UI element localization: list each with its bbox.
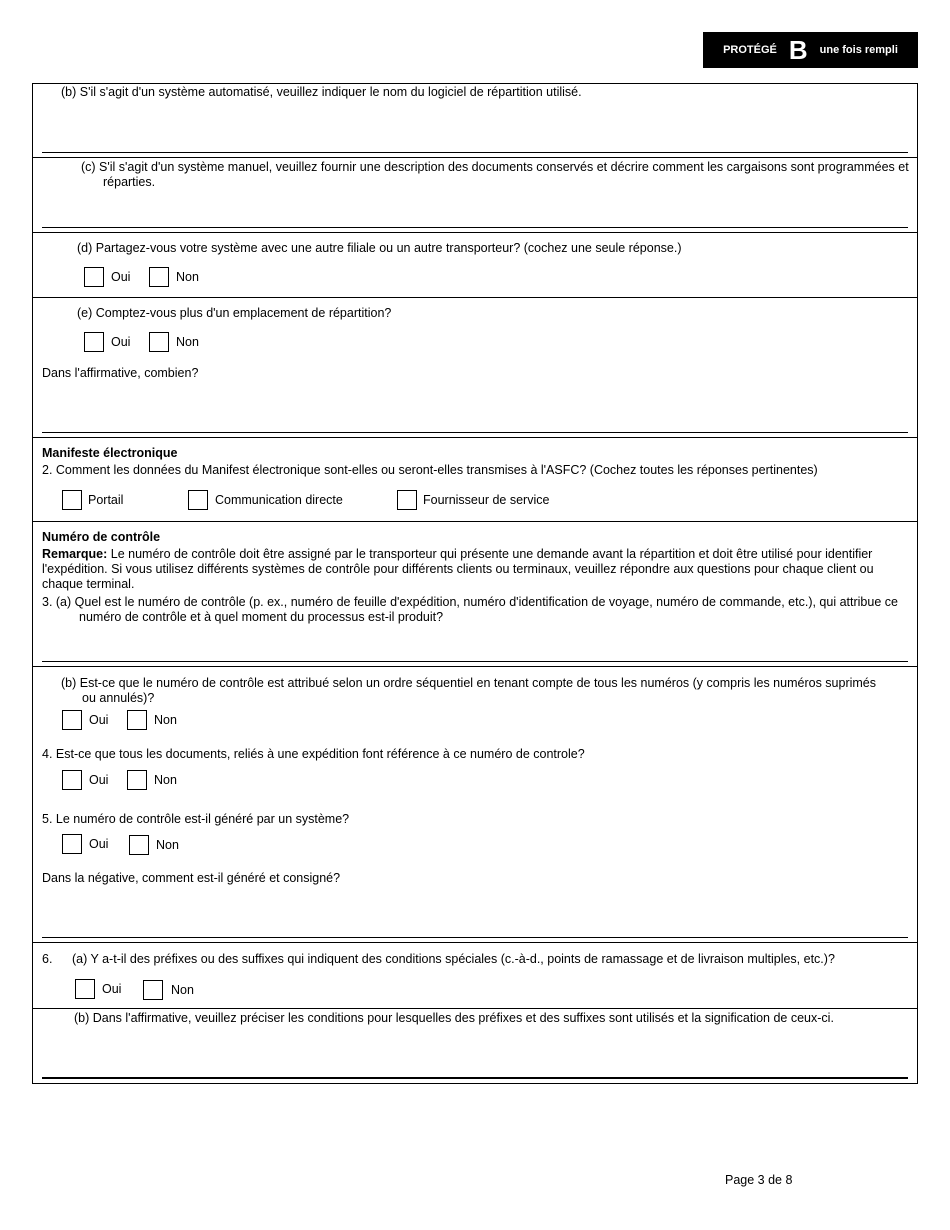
label-1d-oui: Oui (111, 270, 131, 284)
question-1b: (b) S'il s'agit d'un système automatisé, veuillez indiquer le nom du logiciel de répartition utilisé. (61, 85, 582, 99)
control-remark-line1 (42, 547, 872, 562)
label-4-non: Non (154, 773, 177, 787)
remark-label: Remarque: (42, 547, 108, 561)
question-3a-line2: numéro de contrôle et à quel moment du processus est-il produit? (79, 610, 444, 624)
question-3b-line1: (b) Est-ce que le numéro de contrôle est attribué selon un ordre séquentiel en tenant compte de tous les numéros (y compris les numéros suprimés (61, 676, 876, 690)
label-5-oui: Oui (89, 837, 109, 851)
control-heading: Numéro de contrôle (42, 530, 161, 544)
question-6b: (b) Dans l'affirmative, veuillez préciser les conditions pour lesquelles des préfixes et des suffixes sont utilisés et la signification de ceux-ci. (74, 1011, 834, 1025)
protected-label: PROTÉGÉ (723, 43, 777, 56)
section-divider (32, 297, 918, 298)
section-divider (32, 521, 918, 522)
answer-line-1e[interactable] (42, 432, 908, 433)
protected-suffix: une fois rempli (819, 43, 898, 56)
question-6a: (a) Y a-t-il des préfixes ou des suffixes qui indiquent des conditions spéciales (c.-à-d., points de ramassage et de livraison multiples, etc.)? (72, 952, 835, 966)
answer-line-3a[interactable] (42, 661, 908, 662)
answer-line-5[interactable] (42, 937, 908, 938)
answer-line-1b[interactable] (42, 152, 908, 153)
control-remark-line3: chaque terminal. (42, 577, 135, 591)
label-6a-non: Non (171, 983, 194, 997)
label-6a-oui: Oui (102, 982, 122, 996)
manifest-heading: Manifeste électronique (42, 446, 178, 460)
question-1e: (e) Comptez-vous plus d'un emplacement de répartition? (77, 306, 392, 320)
checkbox-6a-oui[interactable] (75, 979, 95, 999)
label-communication-directe: Communication directe (215, 493, 343, 507)
label-3b-non: Non (154, 713, 177, 727)
label-fournisseur-service: Fournisseur de service (423, 493, 550, 507)
checkbox-4-non[interactable] (127, 770, 147, 790)
question-1d: (d) Partagez-vous votre système avec une autre filiale ou un autre transporteur? (cochez une seule réponse.) (77, 241, 682, 255)
section-divider (32, 437, 918, 438)
question-5-followup: Dans la négative, comment est-il généré et consigné? (42, 871, 341, 885)
label-1e-non: Non (176, 335, 199, 349)
checkbox-5-non[interactable] (129, 835, 149, 855)
label-1e-oui: Oui (111, 335, 131, 349)
label-1d-non: Non (176, 270, 199, 284)
page-number: Page 3 de 8 (725, 1173, 793, 1187)
question-5: 5. Le numéro de contrôle est-il généré par un système? (42, 812, 350, 826)
section-divider (32, 157, 918, 158)
question-1c-line1: (c) S'il s'agit d'un système manuel, veuillez fournir une description des documents conservés et décrire comment les cargaisons sont programmées et (81, 160, 909, 174)
section-divider (32, 1008, 918, 1009)
checkbox-portail[interactable] (62, 490, 82, 510)
protected-letter: B (788, 35, 808, 65)
checkbox-5-oui[interactable] (62, 834, 82, 854)
checkbox-4-oui[interactable] (62, 770, 82, 790)
question-3b-line2: ou annulés)? (82, 691, 155, 705)
question-3a-line1: 3. (a) Quel est le numéro de contrôle (p. ex., numéro de feuille d'expédition, numéro d'identification de voyage, numéro de commande, etc.), qui attribue ce (42, 595, 898, 609)
checkbox-fournisseur-service[interactable] (397, 490, 417, 510)
section-divider (32, 942, 918, 943)
remark-text: Le numéro de contrôle doit être assigné par le transporteur qui présente une demande avant la répartition et doit être utilisé pour identifier (107, 547, 873, 561)
label-3b-oui: Oui (89, 713, 109, 727)
checkbox-3b-oui[interactable] (62, 710, 82, 730)
protected-b-badge (703, 32, 918, 68)
checkbox-1e-non[interactable] (149, 332, 169, 352)
label-5-non: Non (156, 838, 179, 852)
question-1c-line2: réparties. (103, 175, 156, 189)
question-1e-followup: Dans l'affirmative, combien? (42, 366, 199, 380)
answer-line-1c[interactable] (42, 227, 908, 228)
checkbox-3b-non[interactable] (127, 710, 147, 730)
question-2: 2. Comment les données du Manifest électronique sont-elles ou seront-elles transmises à l'ASFC? (Cochez toutes les réponses pertinentes) (42, 463, 818, 477)
label-portail: Portail (88, 493, 124, 507)
answer-line-6b[interactable] (42, 1077, 908, 1079)
question-6-number: 6. (42, 952, 53, 966)
section-divider (32, 232, 918, 233)
checkbox-1e-oui[interactable] (84, 332, 104, 352)
question-4: 4. Est-ce que tous les documents, reliés à une expédition font référence à ce numéro de controle? (42, 747, 585, 761)
form-frame (32, 83, 918, 1084)
checkbox-1d-oui[interactable] (84, 267, 104, 287)
checkbox-1d-non[interactable] (149, 267, 169, 287)
checkbox-communication-directe[interactable] (188, 490, 208, 510)
section-divider (32, 666, 918, 667)
control-remark-line2: l'expédition. Si vous utilisez différents systèmes de contrôle pour différents clients ou terminaux, veuillez répondre aux questions pour chaque client ou (42, 562, 874, 576)
checkbox-6a-non[interactable] (143, 980, 163, 1000)
label-4-oui: Oui (89, 773, 109, 787)
